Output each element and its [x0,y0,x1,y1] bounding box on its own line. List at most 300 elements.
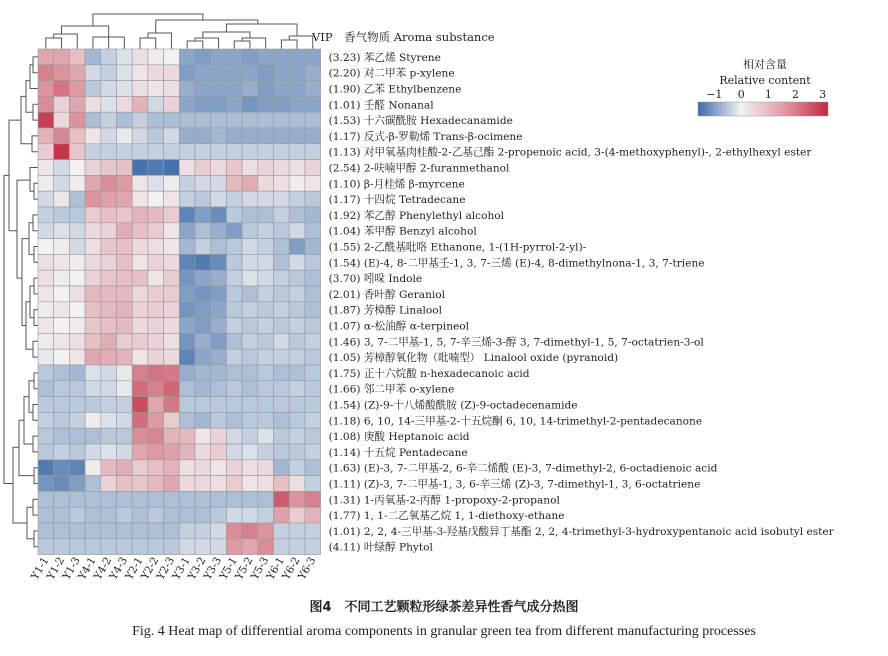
heatmap-cell [85,175,101,191]
heatmap-cell [305,460,321,476]
heatmap-cell [179,128,195,144]
heatmap-cell [211,507,227,523]
heatmap-cell [305,191,321,207]
heatmap-cell [305,270,321,286]
heatmap-cell [85,302,101,318]
heatmap-cell [148,381,164,397]
heatmap-cell [195,191,211,207]
heatmap-cell [54,523,70,539]
heatmap-cell [69,96,85,112]
heatmap-cell [69,286,85,302]
heatmap-cell [132,365,148,381]
column-label: Y4-1 [76,555,99,582]
heatmap-cell [85,112,101,128]
heatmap-cell [164,365,180,381]
heatmap-cell [274,302,290,318]
heatmap-cell [38,333,54,349]
heatmap-cell [132,223,148,239]
row-label: (1.55) 2-乙酰基吡咯 Ethanone, 1-(1H-pyrrol-2-yl)- [328,241,587,254]
heatmap-cell [211,239,227,255]
heatmap-cell [54,318,70,334]
legend-tick-label: 2 [792,88,799,101]
heatmap-cell [38,223,54,239]
legend-tick-label: 3 [819,88,827,101]
heatmap-cell [148,128,164,144]
heatmap-cell [289,81,305,97]
heatmap-cell [54,65,70,81]
heatmap-cell [164,65,180,81]
heatmap-cell [117,223,133,239]
heatmap-cell [179,412,195,428]
column-label: Y3-3 [201,555,225,582]
heatmap-cell [148,96,164,112]
column-label: Y6-2 [280,555,303,582]
heatmap-cell [117,507,133,523]
column-label: Y3-2 [186,555,209,582]
heatmap-cell [85,333,101,349]
column-label: Y5-3 [248,555,272,582]
heatmap-cell [195,381,211,397]
row-label: (1.08) 庚酸 Heptanoic acid [328,431,470,444]
heatmap-cell [289,476,305,492]
heatmap-cell [305,349,321,365]
dendrogram-branch [234,41,250,49]
heatmap-cell [164,302,180,318]
heatmap-cells [38,49,321,555]
heatmap-cell [148,365,164,381]
dendrogram-branch [242,38,266,49]
heatmap-cell [54,144,70,160]
heatmap-cell [274,412,290,428]
column-label: Y1-2 [44,555,68,582]
heatmap-cell [164,318,180,334]
heatmap-cell [148,523,164,539]
heatmap-cell [274,96,290,112]
heatmap-cell [132,412,148,428]
heatmap-cell [54,112,70,128]
heatmap-cell [211,444,227,460]
heatmap-cell [69,476,85,492]
heatmap-cell [274,128,290,144]
heatmap-cell [195,160,211,176]
heatmap-cell [101,491,117,507]
heatmap-cell [69,175,85,191]
dendrogram-branch [34,183,38,199]
heatmap-cell [242,96,258,112]
heatmap-cell [148,207,164,223]
heatmap-cell [211,96,227,112]
heatmap-cell [179,349,195,365]
heatmap-cell [274,270,290,286]
heatmap-cell [211,523,227,539]
heatmap-cell [211,112,227,128]
heatmap-cell [69,144,85,160]
heatmap-cell [132,207,148,223]
heatmap-cell [38,65,54,81]
heatmap-cell [305,491,321,507]
heatmap-cell [258,333,274,349]
column-label: Y5-1 [217,555,240,582]
legend-tick-label: 0 [737,88,745,101]
heatmap-cell [54,96,70,112]
heatmap-cell [101,286,117,302]
heatmap-cell [148,460,164,476]
heatmap-cell [258,223,274,239]
heatmap-cell [85,381,101,397]
heatmap-cell [69,302,85,318]
heatmap-cell [258,302,274,318]
heatmap-cell [101,270,117,286]
heatmap-cell [164,539,180,555]
heatmap-cell [179,112,195,128]
heatmap-cell [38,491,54,507]
heatmap-cell [179,175,195,191]
heatmap-cell [148,397,164,413]
heatmap-cell [117,65,133,81]
heatmap-cell [38,207,54,223]
heatmap-cell [179,65,195,81]
heatmap-cell [289,207,305,223]
column-labels [29,555,319,583]
heatmap-cell [258,412,274,428]
heatmap-cell [101,539,117,555]
heatmap-cell [164,254,180,270]
heatmap-cell [117,254,133,270]
heatmap-cell [164,444,180,460]
heatmap-cell [258,381,274,397]
heatmap-cell [179,302,195,318]
heatmap-cell [274,460,290,476]
heatmap-cell [289,318,305,334]
heatmap-cell [85,270,101,286]
heatmap-cell [132,333,148,349]
heatmap-cell [101,81,117,97]
heatmap-cell [101,381,117,397]
heatmap-cell [101,428,117,444]
heatmap-cell [305,365,321,381]
heatmap-cell [226,239,242,255]
heatmap-cell [226,191,242,207]
heatmap-cell [242,444,258,460]
dendrogram-branch [203,32,250,38]
heatmap-cell [289,507,305,523]
heatmap-cell [226,460,242,476]
heatmap-cell [101,112,117,128]
heatmap-cell [226,428,242,444]
heatmap-cell [132,302,148,318]
heatmap-cell [117,112,133,128]
heatmap-cell [305,507,321,523]
column-label: Y1-3 [60,555,83,582]
color-legend [698,57,828,116]
heatmap-cell [179,254,195,270]
heatmap-cell [195,365,211,381]
heatmap-cell [211,144,227,160]
heatmap-cell [69,507,85,523]
heatmap-cell [38,96,54,112]
legend-title-en: Relative content [719,74,811,87]
heatmap-cell [69,128,85,144]
heatmap-cell [195,476,211,492]
heatmap-cell [164,49,180,65]
heatmap-cell [258,175,274,191]
heatmap-cell [148,160,164,176]
heatmap-cell [69,318,85,334]
heatmap-cell [54,428,70,444]
heatmap-cell [226,286,242,302]
heatmap-cell [226,412,242,428]
heatmap-cell [69,365,85,381]
heatmap-cell [101,302,117,318]
heatmap-cell [211,302,227,318]
row-label: (1.92) 苯乙醇 Phenylethyl alcohol [328,209,505,222]
heatmap-cell [69,112,85,128]
heatmap-cell [195,270,211,286]
heatmap-cell [148,65,164,81]
heatmap-cell [226,81,242,97]
heatmap-cell [258,207,274,223]
heatmap-cell [38,460,54,476]
heatmap-cell [117,286,133,302]
heatmap-cell [54,191,70,207]
heatmap-cell [117,191,133,207]
heatmap-cell [54,444,70,460]
heatmap-cell [258,160,274,176]
heatmap-cell [132,96,148,112]
heatmap-cell [242,460,258,476]
heatmap-cell [242,207,258,223]
heatmap-cell [69,444,85,460]
dendrogram-branch [33,405,38,421]
dendrogram-branch [54,34,78,49]
heatmap-cell [179,223,195,239]
heatmap-cell [85,412,101,428]
column-label: Y4-2 [91,555,115,582]
heatmap-cell [274,49,290,65]
heatmap-cell [101,223,117,239]
row-label: (1.54) (E)-4, 8-二甲基壬-1, 3, 7-三烯 (E)-4, 8-dimethylnona-1, 3, 7-triene [328,257,705,270]
heatmap-cell [54,460,70,476]
heatmap-cell [132,270,148,286]
heatmap-cell [69,191,85,207]
heatmap-cell [148,81,164,97]
heatmap-cell [211,270,227,286]
heatmap-cell [305,412,321,428]
heatmap-cell [117,175,133,191]
heatmap-cell [195,207,211,223]
heatmap-cell [195,286,211,302]
heatmap-cell [38,175,54,191]
heatmap-cell [148,49,164,65]
heatmap-cell [289,412,305,428]
heatmap-cell [289,302,305,318]
heatmap-cell [211,65,227,81]
heatmap-cell [258,460,274,476]
heatmap-cell [101,49,117,65]
heatmap-cell [258,523,274,539]
legend-ticks [706,88,826,101]
heatmap-cell [117,460,133,476]
heatmap-cell [38,444,54,460]
heatmap-cell [85,254,101,270]
heatmap-cell [101,397,117,413]
heatmap-cell [305,239,321,255]
heatmap-cell [242,365,258,381]
heatmap-cell [274,207,290,223]
row-label: (1.17) 反式-β-罗勒烯 Trans-β-ocimene [328,130,523,143]
heatmap-cell [132,65,148,81]
heatmap-cell [148,349,164,365]
heatmap-cell [179,397,195,413]
heatmap-cell [242,239,258,255]
heatmap-cell [305,381,321,397]
heatmap-cell [211,460,227,476]
row-label: (1.18) 6, 10, 14-三甲基-2-十五烷酮 6, 10, 14-trimethyl-2-pentadecanone [328,415,703,428]
heatmap-cell [38,349,54,365]
heatmap-cell [164,412,180,428]
row-label: (1.14) 十五烷 Pentadecane [328,446,468,459]
heatmap-cell [38,112,54,128]
heatmap-cell [226,49,242,65]
heatmap-cell [164,160,180,176]
heatmap-cell [226,397,242,413]
legend-colorbar [698,102,828,116]
heatmap-cell [305,49,321,65]
row-label: (3.23) 苯乙烯 Styrene [328,51,441,64]
dendrogram-branch [289,36,313,49]
dendrogram-branch [62,26,109,34]
heatmap-cell [85,191,101,207]
heatmap-cell [258,507,274,523]
heatmap-cell [289,112,305,128]
heatmap-cell [54,333,70,349]
heatmap-cell [54,349,70,365]
heatmap-cell [148,175,164,191]
heatmap-cell [85,286,101,302]
heatmap-cell [101,160,117,176]
heatmap-cell [274,476,290,492]
heatmap-cell [148,144,164,160]
heatmap-cell [85,539,101,555]
heatmap-cell [305,318,321,334]
row-label: (1.77) 1, 1-二乙氧基乙烷 1, 1-diethoxy-ethane [328,510,565,523]
heatmap-cell [54,239,70,255]
heatmap-cell [117,491,133,507]
heatmap-cell [195,318,211,334]
heatmap-cell [164,270,180,286]
heatmap-cell [179,476,195,492]
row-label: (1.13) 对甲氧基肉桂酸-2-乙基己酯 2-propenoic acid, 3-(4-methoxyphenyl)-, 2-ethylhexyl ester [328,146,812,159]
heatmap-cell [85,207,101,223]
heatmap-cell [38,144,54,160]
heatmap-cell [226,476,242,492]
heatmap-cell [164,128,180,144]
heatmap-cell [132,144,148,160]
heatmap-cell [258,349,274,365]
heatmap-cell [117,476,133,492]
heatmap-cell [117,397,133,413]
dendrogram-branch [19,420,34,475]
heatmap-cell [289,175,305,191]
heatmap-cell [226,144,242,160]
heatmap-cell [289,365,305,381]
heatmap-cell [211,476,227,492]
heatmap-cell [211,539,227,555]
heatmap-cell [305,397,321,413]
heatmap-cell [117,539,133,555]
heatmap-cell [274,318,290,334]
heatmap-cell [132,112,148,128]
heatmap-cell [54,207,70,223]
heatmap-cell [85,428,101,444]
heatmap-cell [85,365,101,381]
heatmap-cell [101,444,117,460]
heatmap-cell [305,539,321,555]
heatmap-cell [117,365,133,381]
heatmap-cell [305,223,321,239]
row-label: (1.11) (Z)-3, 7-二甲基-1, 3, 6-辛三烯 (Z)-3, 7-dimethyl-1, 3, 6-octatriene [328,478,701,491]
heatmap-cell [258,270,274,286]
column-label: Y1-1 [29,555,52,582]
heatmap-cell [242,507,258,523]
dendrogram-branch [46,38,62,49]
heatmap-cell [101,460,117,476]
heatmap-cell [195,112,211,128]
heatmap-cell [117,349,133,365]
heatmap-cell [211,207,227,223]
heatmap-cell [274,175,290,191]
heatmap-cell [148,444,164,460]
heatmap-cell [211,318,227,334]
heatmap-cell [242,523,258,539]
heatmap-cell [226,444,242,460]
heatmap-cell [38,428,54,444]
heatmap-cell [179,96,195,112]
heatmap-cell [148,539,164,555]
heatmap-cell [242,302,258,318]
heatmap-cell [132,491,148,507]
heatmap-cell [54,286,70,302]
heatmap-cell [117,270,133,286]
heatmap-cell [38,412,54,428]
heatmap-cell [274,381,290,397]
heatmap-cell [242,428,258,444]
heatmap-cell [242,254,258,270]
heatmap-cell [38,81,54,97]
heatmap-cell [38,286,54,302]
heatmap-cell [305,81,321,97]
heatmap-cell [85,128,101,144]
dendrogram-branch [33,436,38,452]
heatmap-cell [305,523,321,539]
heatmap-cell [117,412,133,428]
heatmap-cell [85,49,101,65]
dendrogram-branch [33,57,38,73]
heatmap-cell [211,412,227,428]
heatmap-cell [85,476,101,492]
heatmap-cell [179,160,195,176]
heatmap-cell [117,523,133,539]
row-label: (2.20) 对二甲苯 p-xylene [328,67,455,80]
legend-tick-label: 1 [764,88,772,101]
heatmap-cell [195,444,211,460]
heatmap-cell [38,239,54,255]
heatmap-cell [258,318,274,334]
heatmap-cell [274,444,290,460]
heatmap-cell [179,318,195,334]
heatmap-cell [69,223,85,239]
heatmap-cell [289,539,305,555]
